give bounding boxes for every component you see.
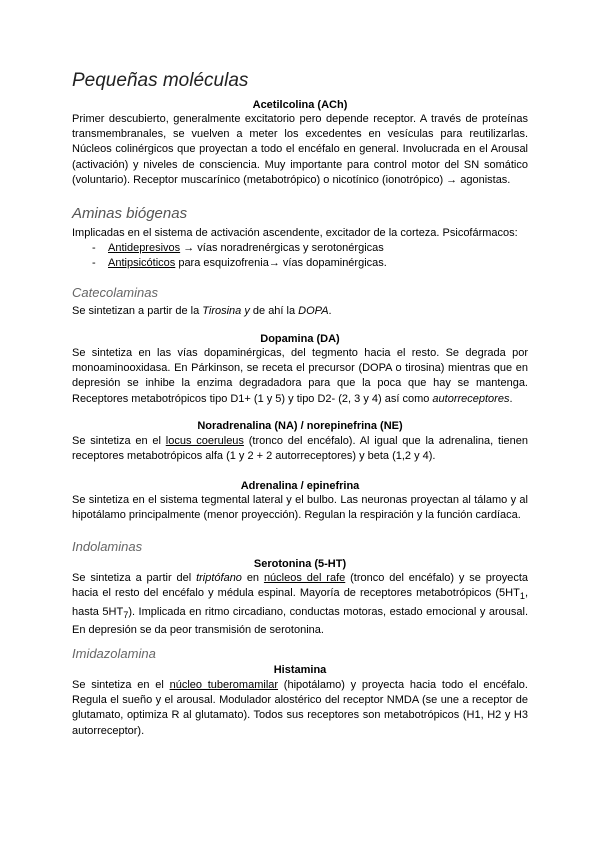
- noradrenalina-heading: Noradrenalina (NA) / norepinefrina (NE): [197, 420, 403, 432]
- imidazolamina-heading: Imidazolamina: [72, 646, 156, 661]
- list-item: [92, 256, 528, 271]
- aminas-heading: Aminas biógenas: [72, 205, 188, 222]
- list-item: [92, 241, 528, 256]
- catecolaminas-text: Se sintetizan a partir de la Tirosina y de ahí la DOPA.: [72, 305, 332, 317]
- list-item-text: para esquizofrenia→ vías dopaminérgicas.: [175, 257, 387, 270]
- dopamina-heading: Dopamina (DA): [260, 333, 340, 345]
- list-item-text: → vías noradrenérgicas y serotonérgicas: [180, 242, 384, 254]
- serotonina-heading: Serotonina (5-HT): [253, 558, 347, 570]
- antidepresivos-term: Antidepresivos: [108, 242, 181, 254]
- dopamina-text: Se sintetiza en las vías dopaminérgicas, del tegmento hacia el resto. Se degrada por monoaminooxidasa. En Párkinson, se receta el precursor (DOPA o tirosina) mientras que en depresión se inhibe la enzima degradadora para que la poca que hay se mantenga. Receptores metabotrópicos tipo D1+ (1 y 5) y tipo D2- (2, 3 y 4) así como autorreceptores.: [72, 347, 528, 405]
- serotonina-text: Se sintetiza a partir del triptófano en núcleos del rafe (tronco del encéfalo) y se proyecta hacia el resto del encéfalo y médula espinal. Mayoría de receptores metabotrópicos ($5HT_1$, hasta $5HT_7$). Implicada en ritmo circadiano, conductas motoras, estado emocional y arousal. En depresión se da peor transmisión de serotonina.: [72, 572, 528, 636]
- page-title: Pequeñas moléculas: [72, 70, 249, 91]
- locus-coeruleus-term: locus coeruleus: [165, 435, 244, 447]
- adrenalina-text: Se sintetiza en el sistema tegmental lateral y el bulbo. Las neuronas proyectan al tálamo y al hipotálamo principalmente (menor proyección). Regulan la respiración y la función cardíaca.: [72, 494, 528, 522]
- triptofano-term: triptófano: [196, 572, 242, 584]
- catecolaminas-heading: Catecolaminas: [72, 285, 158, 300]
- ach-heading: Acetilcolina (ACh): [252, 99, 348, 111]
- tirosina-term: Tirosina y: [202, 305, 250, 317]
- nucleos-rafe-term: núcleos del rafe: [263, 572, 346, 584]
- ach-text: Primer descubierto, generalmente excitatorio pero depende receptor. A través de proteínas transmembranales, se vuelven a meter los excedentes en vesículas para reutilizarlas. Núcleos colinérgicos que proyectan a todo el encéfalo en general. Involucrada en el Arousal (activación) y niveles de consciencia. Muy importante para control motor del SN somático (voluntario). Receptor muscarínico (metabotrópico) o nicotínico (ionotrópico) → agonistas.: [72, 113, 528, 186]
- antipsicoticos-term: Antipsicóticos: [108, 257, 176, 270]
- indolaminas-heading: Indolaminas: [72, 539, 143, 554]
- autorreceptores-term: autorreceptores: [432, 392, 510, 405]
- nucleo-tuberomamilar-term: núcleo tuberomamilar: [169, 679, 279, 691]
- psicofarmacos-list: [92, 241, 528, 271]
- noradrenalina-text: Se sintetiza en el locus coeruleus (tronco del encéfalo). Al igual que la adrenalina, tienen receptores metabotrópicos alfa (1 y 2 + 2 autorreceptores) y beta (1,2 y 4).: [72, 435, 528, 463]
- aminas-intro: Implicadas en el sistema de activación ascendente, excitador de la corteza. Psicofármacos:: [72, 227, 518, 239]
- adrenalina-heading: Adrenalina / epinefrina: [240, 480, 360, 492]
- dopa-term: DOPA: [298, 305, 329, 317]
- histamina-text: Se sintetiza en el núcleo tuberomamilar (hipotálamo) y proyecta hacia todo el encéfalo. Regula el sueño y el arousal. Modulador alostérico del receptor NMDA (se une a receptor de glutamato, optimiza R al glutamato). Todos sus receptores son metabotrópicos (H1, H2 y H3 autorreceptor).: [72, 679, 528, 737]
- histamina-heading: Histamina: [273, 664, 327, 676]
